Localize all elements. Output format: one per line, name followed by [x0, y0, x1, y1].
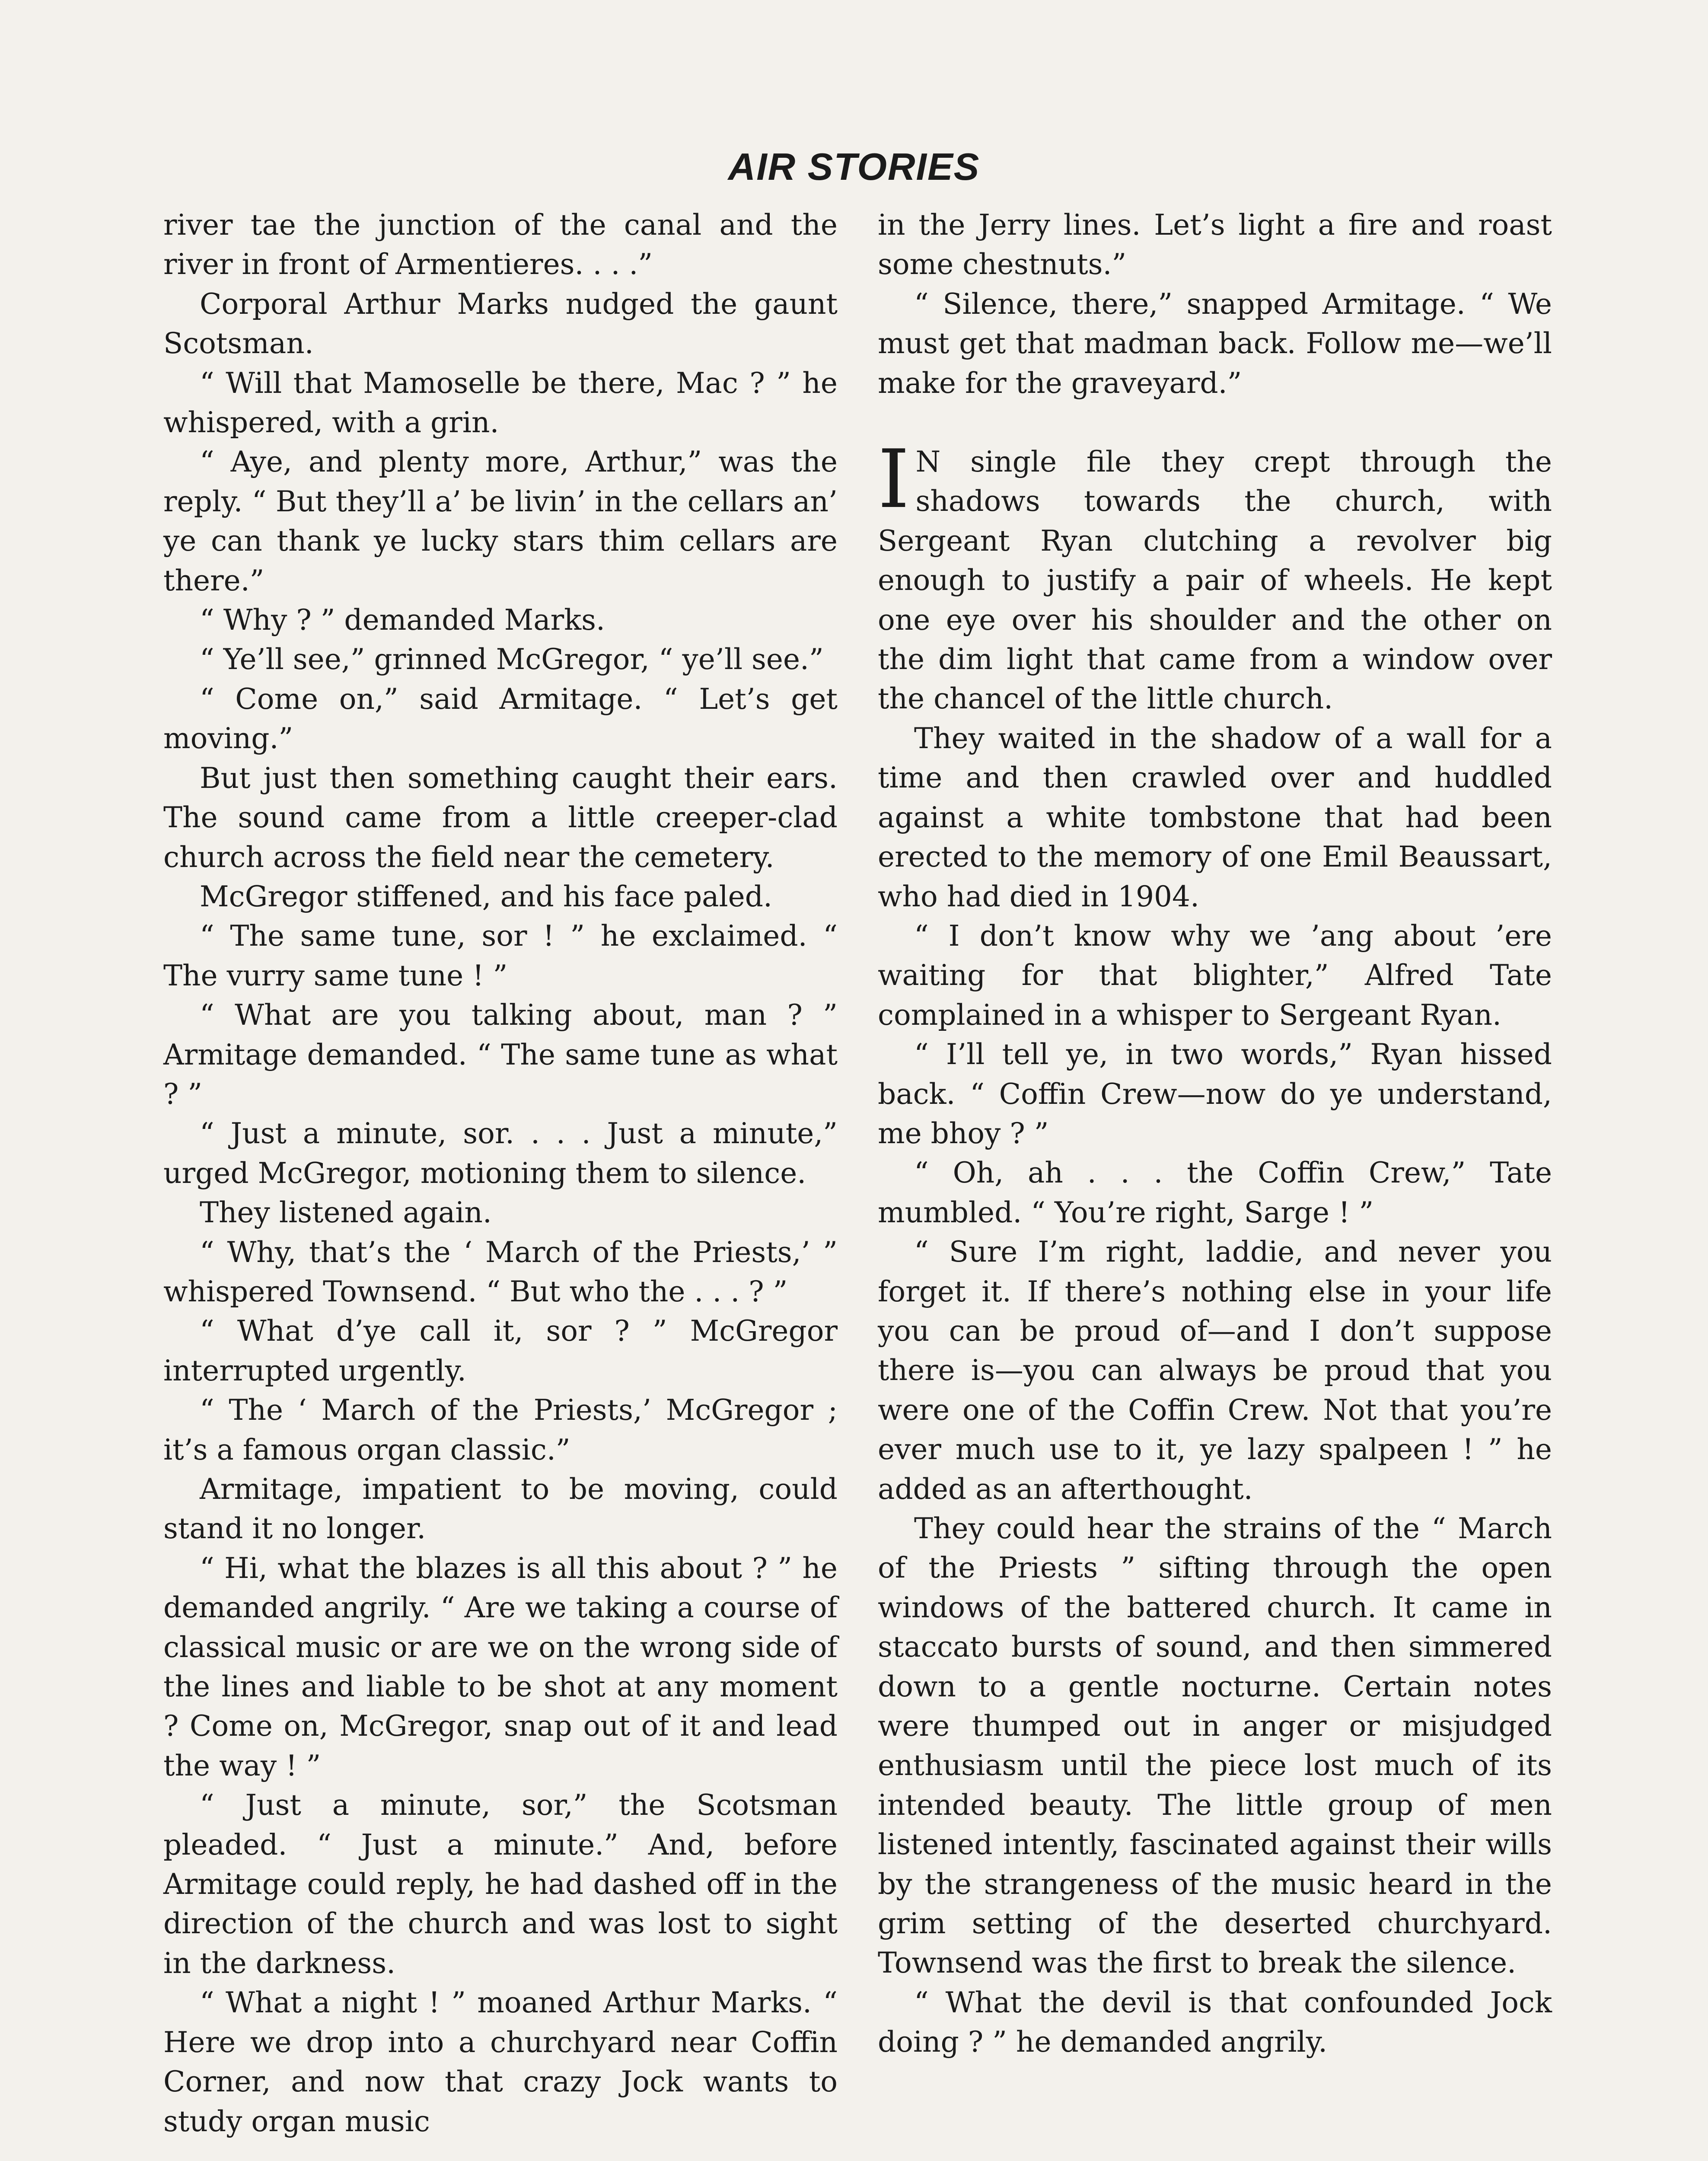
right-column — [878, 205, 1552, 2062]
paragraph: in the Jerry lines. Let’s light a fire and roast some chestnuts.” — [878, 208, 1552, 281]
paragraph: “ Why ? ” demanded Marks. — [200, 603, 605, 637]
paragraph: “ I’ll tell ye, in two words,” Ryan hissed back. “ Coffin Crew—now do ye understand, me bhoy ? ” — [878, 1038, 1552, 1150]
paragraph: “ Sure I’m right, laddie, and never you forget it. If there’s nothing else in your life you can be proud of—and I don’t suppose there is—you can always be proud that you were one of the Coffin Crew. Not that you’re ever much use to it, ye lazy spalpeen ! ” he added as an afterthought. — [878, 1235, 1552, 1506]
paragraph: They could hear the strains of the “ March of the Priests ” sifting through the open windows of the battered church. It came in staccato bursts of sound, and then simmered down to a gentle nocturne. Certain notes were thumped out in anger or misjudged enthusiasm until the piece lost much of its intended beauty. The little group of men listened intently, fascinated against their wills by the strangeness of the music heard in the grim setting of the deserted churchyard. Townsend was the first to break the silence. — [878, 1512, 1552, 1980]
paragraph: “ I don’t know why we ’ang about ’ere waiting for that blighter,” Alfred Tate complained in a whisper to Sergeant Ryan. — [878, 919, 1552, 1032]
paragraph: “ Silence, there,” snapped Armitage. “ We must get that madman back. Follow me—we’ll make for the graveyard.” — [878, 287, 1552, 400]
paragraph: “ Ye’ll see,” grinned McGregor, “ ye’ll see.” — [200, 643, 824, 676]
paragraph: Armitage, impatient to be moving, could stand it no longer. — [163, 1473, 838, 1546]
running-header: AIR STORIES — [728, 145, 980, 188]
paragraph: Corporal Arthur Marks nudged the gaunt Scotsman. — [163, 287, 838, 360]
dropcap-paragraph-text: N single file they crept through the shadows towards the church, with Sergeant Ryan clutching a revolver big enough to justify a pair of wheels. He kept one eye over his shoulder and the other on the dim light that came from a window over the chancel of the little church. — [878, 445, 1552, 716]
paragraph: “ The same tune, sor ! ” he exclaimed. “ The vurry same tune ! ” — [163, 919, 838, 992]
paragraph: “ Come on,” said Armitage. “ Let’s get moving.” — [163, 682, 838, 755]
paragraph: “ Just a minute, sor. . . . Just a minute,” urged McGregor, motioning them to silence. — [163, 1117, 838, 1190]
paragraph: They listened again. — [200, 1196, 492, 1230]
right-column-top-paragraphs — [878, 205, 1552, 403]
paragraph: “ The ‘ March of the Priests,’ McGregor ; it’s a famous organ classic.” — [163, 1393, 838, 1466]
paragraph: They waited in the shadow of a wall for a time and then crawled over and huddled against a white tombstone that had been erected to the memory of one Emil Beaussart, who had died in 1904. — [878, 721, 1552, 913]
right-column-bottom-paragraphs — [878, 719, 1552, 2062]
paragraph: “ Hi, what the blazes is all this about ? ” he demanded angrily. “ Are we taking a course of classical music or are we on the wrong side of the lines and liable to be shot at any moment ? Come on, McGregor, snap out of it and lead the way ! ” — [163, 1551, 838, 1782]
paragraph: “ Aye, and plenty more, Arthur,” was the reply. “ But they’ll a’ be livin’ in the cellars an’ ye can thank ye lucky stars thim cellars are there.” — [163, 445, 838, 597]
paragraph: McGregor stiffened, and his face paled. — [200, 880, 772, 913]
paragraph: “ Why, that’s the ‘ March of the Priests,’ ” whispered Townsend. “ But who the . . . ? ” — [163, 1235, 838, 1308]
dropcap-letter: I — [878, 432, 910, 526]
paragraph: river tae the junction of the canal and the river in front of Armentieres. . . .” — [163, 208, 838, 281]
paragraph: But just then something caught their ears. The sound came from a little creeper-clad church across the field near the cemetery. — [163, 761, 838, 874]
paragraph: “ What a night ! ” moaned Arthur Marks. “ Here we drop into a churchyard near Coffin Corner, and now that crazy Jock wants to study organ music — [163, 1986, 838, 2138]
paragraph: “ Will that Mamoselle be there, Mac ? ” he whispered, with a grin. — [163, 366, 838, 440]
paragraph: “ Oh, ah . . . the Coffin Crew,” Tate mumbled. “ You’re right, Sarge ! ” — [878, 1156, 1552, 1229]
paragraph: “ What the devil is that confounded Jock doing ? ” he demanded angrily. — [878, 1986, 1552, 2059]
paragraph: “ Just a minute, sor,” the Scotsman pleaded. “ Just a minute.” And, before Armitage could reply, he had dashed off in the direction of the church and was lost to sight in the darkness. — [163, 1788, 838, 1980]
paragraph: “ What are you talking about, man ? ” Armitage demanded. “ The same tune as what ? ” — [163, 998, 838, 1111]
paragraph: “ What d’ye call it, sor ? ” McGregor interrupted urgently. — [163, 1314, 838, 1387]
section-break — [878, 403, 1552, 442]
left-column — [163, 205, 838, 2141]
dropcap-paragraph — [878, 432, 1552, 719]
